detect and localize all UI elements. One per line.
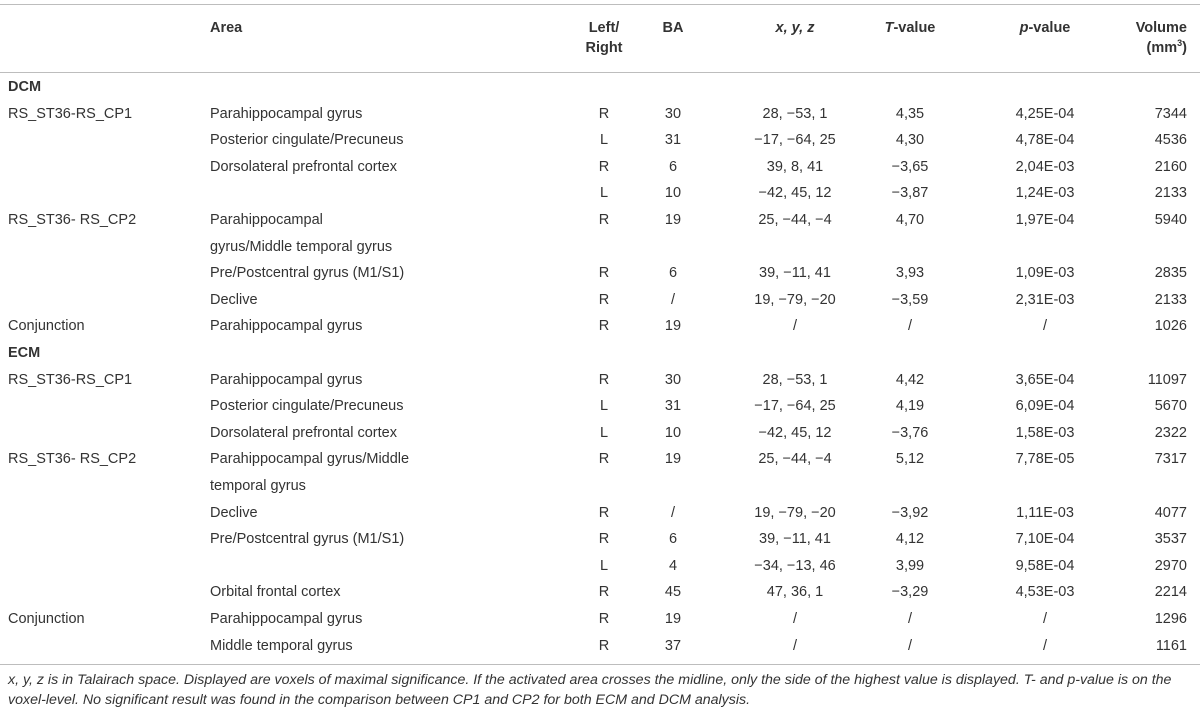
cell-side: R [598, 451, 610, 468]
cell-category: RS_ST36- RS_CP2 [8, 212, 137, 228]
cell-ba: 19 [664, 318, 682, 335]
section-header [0, 340, 1200, 367]
table-row [0, 260, 1200, 287]
cell-p-value: 2,04E-03 [1015, 158, 1075, 175]
cell-p-value: 7,10E-04 [1015, 531, 1075, 548]
cell-ba: 30 [664, 105, 682, 122]
cell-area: Pre/Postcentral gyrus (M1/S1) [210, 265, 405, 282]
cell-volume: 1161 [1155, 637, 1187, 654]
cell-ba: 31 [664, 398, 682, 415]
cell-side: R [598, 531, 610, 548]
cell-volume: 2133 [1154, 291, 1187, 308]
cell-coords: 25, −44, −4 [758, 451, 832, 468]
cell-volume: 11097 [1147, 371, 1187, 388]
cell-p-value: 4,78E-04 [1015, 132, 1075, 149]
table-row [0, 313, 1200, 340]
table-row [0, 180, 1200, 207]
cell-area: Parahippocampal gyrus/Middle [210, 451, 410, 468]
cell-area: Parahippocampal gyrus [210, 105, 363, 122]
cell-ba: 30 [664, 371, 682, 388]
cell-t-value: 3,99 [895, 557, 925, 574]
cell-category: Conjunction [8, 611, 85, 627]
cell-p-value: / [1042, 611, 1048, 627]
cell-t-value: −3,92 [891, 504, 929, 521]
cell-ba: 45 [664, 584, 682, 601]
cell-area: temporal gyrus [210, 478, 306, 494]
table-row [0, 420, 1200, 447]
cell-t-value: / [907, 318, 913, 335]
table-row [0, 367, 1200, 394]
table-row [0, 446, 1200, 473]
cell-volume: 2133 [1154, 185, 1187, 202]
cell-category: RS_ST36-RS_CP1 [8, 105, 133, 122]
cell-p-value [975, 473, 1115, 500]
cell-t-value: / [907, 611, 913, 627]
cell-side: R [598, 611, 610, 627]
cell-side: L [599, 132, 609, 149]
cell-side: R [598, 637, 610, 654]
cell-p-value [975, 234, 1115, 261]
cell-volume: 3537 [1154, 531, 1187, 548]
cell-p-value: 3,65E-04 [1015, 371, 1075, 388]
cell-volume: 7344 [1154, 105, 1187, 122]
cell-volume: 5940 [1154, 212, 1187, 228]
cell-ba: 19 [664, 212, 682, 228]
cell-side: R [598, 158, 610, 175]
cell-p-value: 1,58E-03 [1015, 424, 1075, 441]
cell-t-value: −3,76 [891, 424, 929, 441]
cell-t-value: −3,87 [891, 185, 929, 202]
cell-area: Dorsolateral prefrontal cortex [210, 424, 397, 441]
cell-ba: / [670, 291, 676, 308]
cell-volume: 4536 [1154, 132, 1187, 149]
header-t-rest: -value [893, 20, 936, 36]
cell-category: RS_ST36- RS_CP2 [8, 451, 137, 468]
cell-ba: 37 [664, 637, 682, 654]
cell-t-value: −3,29 [891, 584, 929, 601]
cell-volume: 2970 [1154, 557, 1187, 574]
cell-p-value: 9,58E-04 [1015, 557, 1075, 574]
cell-side: L [599, 185, 609, 202]
cell-coords: / [792, 318, 798, 335]
cell-p-value: 4,53E-03 [1015, 584, 1075, 601]
cell-side [566, 234, 642, 261]
table-row [0, 207, 1200, 234]
cell-coords: / [792, 637, 798, 654]
cell-ba: 19 [664, 451, 682, 468]
table-footnote: x, y, z is in Talairach space. Displayed are voxels of maximal significance. If the activated area crosses the midline, only the side of the highest value is displayed. T- and p-value is on the voxel-level. No significant result was found in the comparison between CP1 and CP2 for both ECM and DCM analysis. [8, 672, 1172, 708]
cell-area: Parahippocampal [210, 212, 323, 228]
header-t-var: T [884, 20, 894, 36]
cell-side: R [598, 265, 610, 282]
table-header [0, 0, 1200, 72]
cell-t-value: 4,19 [895, 398, 925, 415]
cell-ba: 4 [668, 557, 678, 574]
section-title: DCM [8, 79, 42, 95]
cell-t-value [840, 473, 980, 500]
cell-volume: 2835 [1154, 265, 1187, 282]
cell-p-value: / [1042, 318, 1048, 335]
cell-p-value: 1,09E-03 [1015, 265, 1075, 282]
table-row [0, 127, 1200, 154]
cell-coords: −42, 45, 12 [758, 424, 832, 441]
header-bottom-rule [0, 72, 1200, 73]
cell-area: Pre/Postcentral gyrus (M1/S1) [210, 531, 405, 548]
cell-coords: 47, 36, 1 [766, 584, 824, 601]
cell-coords: 28, −53, 1 [762, 371, 828, 388]
table-row [0, 553, 1200, 580]
cell-t-value: 4,35 [895, 105, 925, 122]
cell-coords: 25, −44, −4 [758, 212, 832, 228]
cell-area: Orbital frontal cortex [210, 584, 341, 601]
cell-ba: 31 [664, 132, 682, 149]
table-row [0, 154, 1200, 181]
table-row [0, 526, 1200, 553]
cell-area: Dorsolateral prefrontal cortex [210, 158, 397, 175]
header-t-value [840, 18, 980, 38]
cell-t-value: / [907, 637, 913, 654]
cell-coords: / [792, 611, 798, 627]
section-header [0, 74, 1200, 101]
header-volume [1136, 18, 1187, 58]
cell-ba: 6 [668, 158, 678, 175]
cell-t-value: 4,30 [895, 132, 925, 149]
header-ba: BA [662, 20, 684, 36]
header-p-rest: -value [1028, 20, 1071, 36]
cell-volume: 2322 [1154, 424, 1187, 441]
cell-side: R [598, 105, 610, 122]
cell-volume: 2214 [1154, 584, 1187, 601]
cell-t-value: 4,12 [895, 531, 925, 548]
cell-area: Parahippocampal gyrus [210, 611, 363, 627]
cell-category: RS_ST36-RS_CP1 [8, 371, 133, 388]
cell-t-value: 3,93 [895, 265, 925, 282]
cell-area: Middle temporal gyrus [210, 637, 353, 654]
cell-t-value: −3,65 [891, 158, 929, 175]
header-area: Area [210, 20, 243, 36]
cell-volume: 2160 [1154, 158, 1187, 175]
cell-side: R [598, 212, 610, 228]
cell-volume: 4077 [1154, 504, 1187, 521]
cell-t-value [840, 234, 980, 261]
table-row [0, 101, 1200, 128]
table-row [0, 606, 1200, 633]
cell-t-value: −3,59 [891, 291, 929, 308]
cell-side: R [598, 504, 610, 521]
cell-coords: −42, 45, 12 [758, 185, 832, 202]
cell-t-value: 5,12 [895, 451, 925, 468]
cell-area: Posterior cingulate/Precuneus [210, 398, 404, 415]
cell-coords: −34, −13, 46 [754, 557, 836, 574]
header-p-value [975, 18, 1115, 38]
cell-area: gyrus/Middle temporal gyrus [210, 238, 393, 255]
cell-side: L [599, 557, 609, 574]
cell-coords: 39, −11, 41 [759, 265, 831, 282]
cell-coords: −17, −64, 25 [754, 132, 836, 149]
cell-t-value: 4,42 [895, 371, 925, 388]
cell-side: R [598, 371, 610, 388]
cell-area: Posterior cingulate/Precuneus [210, 132, 404, 149]
cell-p-value: 1,24E-03 [1015, 185, 1075, 202]
cell-side [566, 473, 642, 500]
cell-side: R [598, 584, 610, 601]
cell-side: R [598, 291, 610, 308]
header-volume-line2: $(mm^3)$ [1146, 38, 1187, 56]
cell-area: Parahippocampal gyrus [210, 318, 363, 335]
cell-ba: 6 [668, 531, 678, 548]
cell-side: R [598, 318, 610, 335]
cell-p-value: 7,78E-05 [1015, 451, 1075, 468]
cell-p-value: 4,25E-04 [1015, 105, 1075, 122]
cell-ba: 10 [664, 424, 682, 441]
table-row [0, 473, 1200, 500]
cell-p-value: 1,11E-03 [1016, 504, 1074, 521]
cell-area: Declive [210, 504, 258, 521]
table-row [0, 500, 1200, 527]
cell-volume: 1026 [1154, 318, 1187, 335]
table-row [0, 579, 1200, 606]
cell-coords: 39, −11, 41 [759, 531, 831, 548]
cell-side: L [599, 398, 609, 415]
section-title: ECM [8, 345, 41, 361]
table-bottom-rule [0, 664, 1200, 665]
cell-p-value: 2,31E-03 [1015, 291, 1075, 308]
header-side [566, 18, 642, 58]
cell-p-value: 1,97E-04 [1015, 212, 1075, 228]
table-row [0, 633, 1200, 660]
cell-volume: 7317 [1154, 451, 1187, 468]
cell-p-value: 6,09E-04 [1015, 398, 1075, 415]
cell-ba: / [670, 504, 676, 521]
cell-coords: 19, −79, −20 [754, 504, 836, 521]
cell-area: Declive [210, 291, 258, 308]
cell-volume: 5670 [1154, 398, 1187, 415]
table-row [0, 234, 1200, 261]
header-volume-line1: Volume [1135, 20, 1187, 36]
cell-category: Conjunction [8, 318, 85, 335]
cell-ba: 10 [664, 185, 682, 202]
cell-side: L [599, 424, 609, 441]
cell-coords: −17, −64, 25 [754, 398, 836, 415]
cell-volume: 1296 [1154, 611, 1187, 627]
cell-t-value: 4,70 [895, 212, 925, 228]
cell-p-value: / [1042, 637, 1048, 654]
table-row [0, 287, 1200, 314]
cell-coords: 19, −79, −20 [754, 291, 836, 308]
cell-coords: 28, −53, 1 [762, 105, 828, 122]
header-p-var: p [1019, 20, 1029, 36]
header-coords: x, y, z [775, 20, 815, 36]
cell-coords: 39, 8, 41 [766, 158, 824, 175]
cell-area: Parahippocampal gyrus [210, 371, 363, 388]
table-row [0, 393, 1200, 420]
header-side-line2: Right [585, 40, 623, 56]
cell-ba: 6 [668, 265, 678, 282]
header-side-line1: Left/ [588, 20, 620, 36]
cell-ba: 19 [664, 611, 682, 627]
